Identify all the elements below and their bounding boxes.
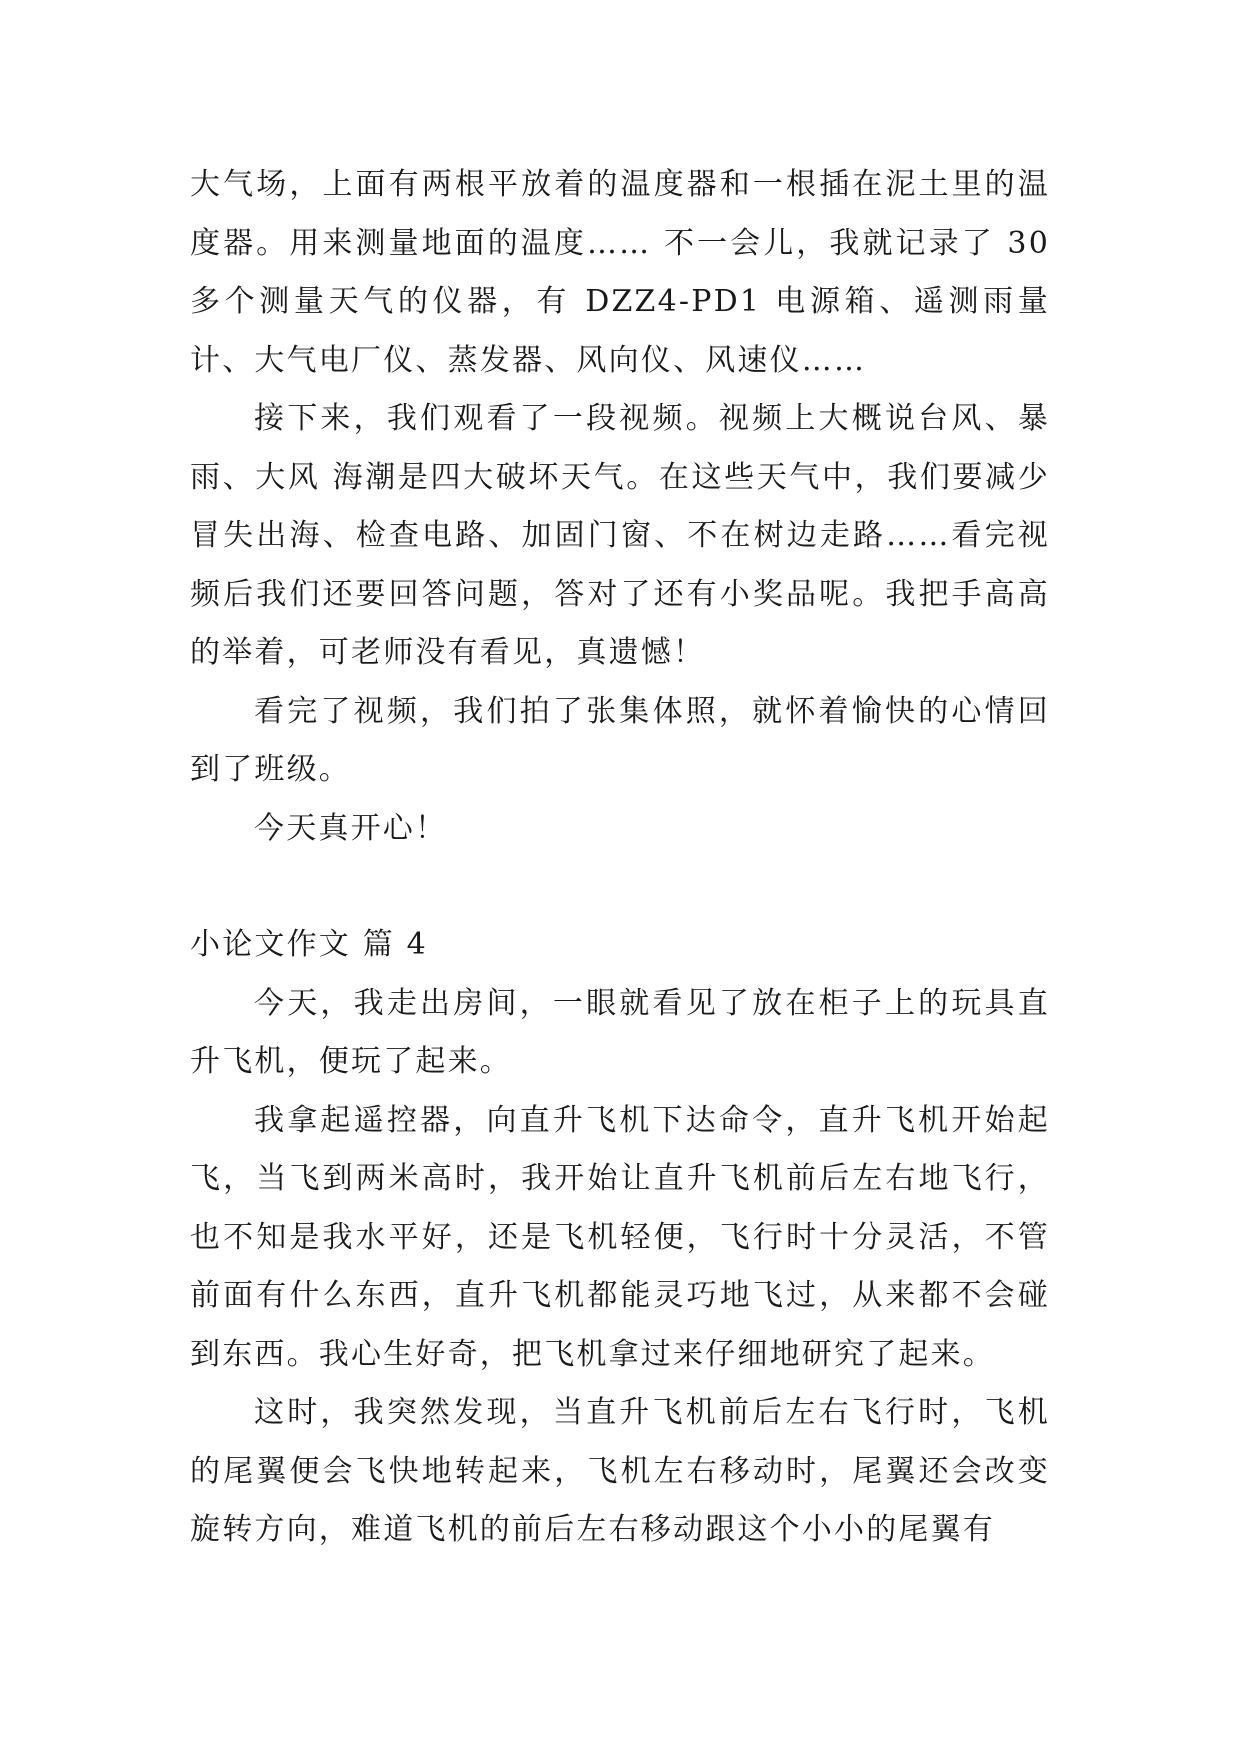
paragraph-remote-control: 我拿起遥控器，向直升飞机下达命令，直升飞机开始起飞，当飞到两米高时，我开始让直升飞机前后左右地飞行，也不知是我水平好，还是飞机轻便，飞行时十分灵活，不管前面有什么东西，直升飞机都能灵巧地飞过，从来都不会碰到东西。我心生好奇，把飞机拿过来仔细地研究了起来。 xyxy=(190,1102,1050,1372)
paragraph-tail-rotor: 这时，我突然发现，当直升飞机前后左右飞行时，飞机的尾翼便会飞快地转起来，飞机左右移动时，尾翼还会改变旋转方向，难道飞机的前后左右移动跟这个小小的尾翼有 xyxy=(190,1395,1050,1547)
section-spacer xyxy=(190,858,1050,916)
paragraph-toy-helicopter: 今天，我走出房间，一眼就看见了放在柜子上的玩具直升飞机，便玩了起来。 xyxy=(190,985,1050,1079)
section-heading: 小论文作文 篇 4 xyxy=(190,927,428,962)
paragraph-group-photo: 看完了视频，我们拍了张集体照，就怀着愉快的心情回到了班级。 xyxy=(190,693,1050,787)
paragraph-weather-station: 大气场，上面有两根平放着的温度器和一根插在泥土里的温度器。用来测量地面的温度…… 不一会儿，我就记录了 30 多个测量天气的仪器，有 DZZ4-PD1 电源箱、遥测雨量计、大气电厂仪、蒸发器、风向仪、风速仪…… xyxy=(190,167,1050,378)
paragraph-video: 接下来，我们观看了一段视频。视频上大概说台风、暴雨、大风 海潮是四大破坏天气。在这些天气中，我们要减少冒失出海、检查电路、加固门窗、不在树边走路……看完视频后我们还要回答问题，答对了还有小奖品呢。我把手高高的举着，可老师没有看见，真遗憾！ xyxy=(190,401,1050,670)
document-body xyxy=(190,156,1050,1560)
paragraph-happy-day: 今天真开心！ xyxy=(254,810,448,846)
